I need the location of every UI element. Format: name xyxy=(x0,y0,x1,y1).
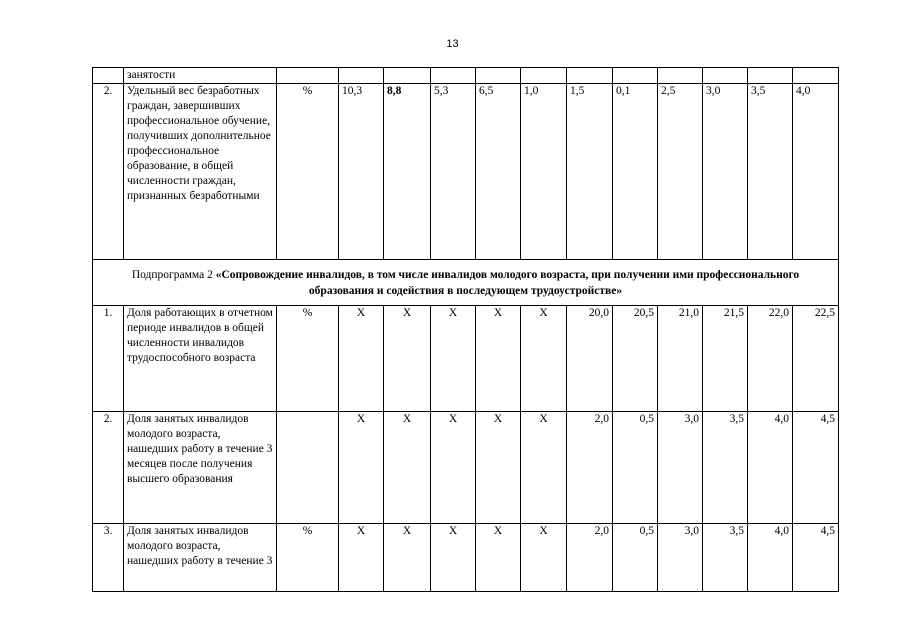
cell-value xyxy=(384,68,431,84)
cell-value: 20,0 xyxy=(567,306,613,412)
cell-unit: % xyxy=(277,306,339,412)
cell-value: 0,5 xyxy=(613,412,658,524)
cell-value: 20,5 xyxy=(613,306,658,412)
cell-value: Х xyxy=(339,306,384,412)
cell-value: Х xyxy=(476,306,521,412)
cell-value xyxy=(476,68,521,84)
cell-value: 2,0 xyxy=(567,524,613,592)
cell-indicator: Доля занятых инвалидов молодого возраста, нашедших работу в течение 3 xyxy=(124,524,277,592)
cell-value: 5,3 xyxy=(431,84,476,260)
cell-value: 3,0 xyxy=(658,524,703,592)
cell-value: Х xyxy=(431,524,476,592)
cell-value xyxy=(748,68,793,84)
cell-value xyxy=(431,68,476,84)
cell-value: Х xyxy=(476,524,521,592)
cell-value: Х xyxy=(339,412,384,524)
cell-value: 10,3 xyxy=(339,84,384,260)
cell-value: Х xyxy=(521,524,567,592)
cell-value: 4,0 xyxy=(748,412,793,524)
cell-value: 3,5 xyxy=(703,524,748,592)
cell-value xyxy=(521,68,567,84)
cell-value: 21,0 xyxy=(658,306,703,412)
table-row xyxy=(93,306,839,412)
cell-value: Х xyxy=(431,412,476,524)
cell-value: Х xyxy=(476,412,521,524)
cell-value: Х xyxy=(521,412,567,524)
subprogram-title: «Сопровождение инвалидов, в том числе инвалидов молодого возраста, при получении ими профессионального образования и содействия в последующем трудоустройстве» xyxy=(215,268,800,297)
cell-value: 4,0 xyxy=(793,84,839,260)
cell-indicator: Доля работающих в отчетном периоде инвалидов в общей численности инвалидов трудоспособного возраста xyxy=(124,306,277,412)
cell-value: 3,0 xyxy=(703,84,748,260)
cell-value: Х xyxy=(384,524,431,592)
cell-value: 0,5 xyxy=(613,524,658,592)
cell-num: 2. xyxy=(93,412,124,524)
cell-value: 4,5 xyxy=(793,524,839,592)
cell-value: 8,8 xyxy=(384,84,431,260)
page-number: 13 xyxy=(446,38,459,50)
indicators-table xyxy=(92,67,839,592)
subprogram-prefix: Подпрограмма 2 xyxy=(131,268,216,281)
subprogram-heading xyxy=(93,260,839,306)
cell-value: 0,1 xyxy=(613,84,658,260)
cell-unit xyxy=(277,68,339,84)
cell-value: Х xyxy=(431,306,476,412)
subprogram-row xyxy=(93,260,839,306)
cell-indicator: занятости xyxy=(124,68,277,84)
cell-value: 6,5 xyxy=(476,84,521,260)
cell-value: 4,5 xyxy=(793,412,839,524)
cell-value: 2,5 xyxy=(658,84,703,260)
cell-value xyxy=(793,68,839,84)
table-row xyxy=(93,84,839,260)
cell-indicator: Доля занятых инвалидов молодого возраста, нашедших работу в течение 3 месяцев после получения высшего образования xyxy=(124,412,277,524)
cell-value: 1,0 xyxy=(521,84,567,260)
cell-value: Х xyxy=(384,412,431,524)
cell-value: 3,5 xyxy=(703,412,748,524)
cell-value xyxy=(703,68,748,84)
cell-unit: % xyxy=(277,524,339,592)
cell-num: 3. xyxy=(93,524,124,592)
cell-value: Х xyxy=(384,306,431,412)
cell-unit: % xyxy=(277,84,339,260)
cell-indicator: Удельный вес безработных граждан, завершивших профессиональное обучение, получивших дополнительное профессиональное образование, в общей численности граждан, признанных безработными xyxy=(124,84,277,260)
cell-value: 3,5 xyxy=(748,84,793,260)
cell-value xyxy=(658,68,703,84)
cell-value: 4,0 xyxy=(748,524,793,592)
cell-value xyxy=(613,68,658,84)
cell-value: Х xyxy=(521,306,567,412)
table-row xyxy=(93,524,839,592)
cell-value xyxy=(339,68,384,84)
cell-unit xyxy=(277,412,339,524)
cell-value: 21,5 xyxy=(703,306,748,412)
cell-num: 2. xyxy=(93,84,124,260)
cell-value: 22,5 xyxy=(793,306,839,412)
cell-num: 1. xyxy=(93,306,124,412)
cell-value xyxy=(567,68,613,84)
table-row xyxy=(93,68,839,84)
cell-value: 22,0 xyxy=(748,306,793,412)
cell-num xyxy=(93,68,124,84)
cell-value: 3,0 xyxy=(658,412,703,524)
cell-value: Х xyxy=(339,524,384,592)
cell-value: 1,5 xyxy=(567,84,613,260)
table-row xyxy=(93,412,839,524)
cell-value: 2,0 xyxy=(567,412,613,524)
